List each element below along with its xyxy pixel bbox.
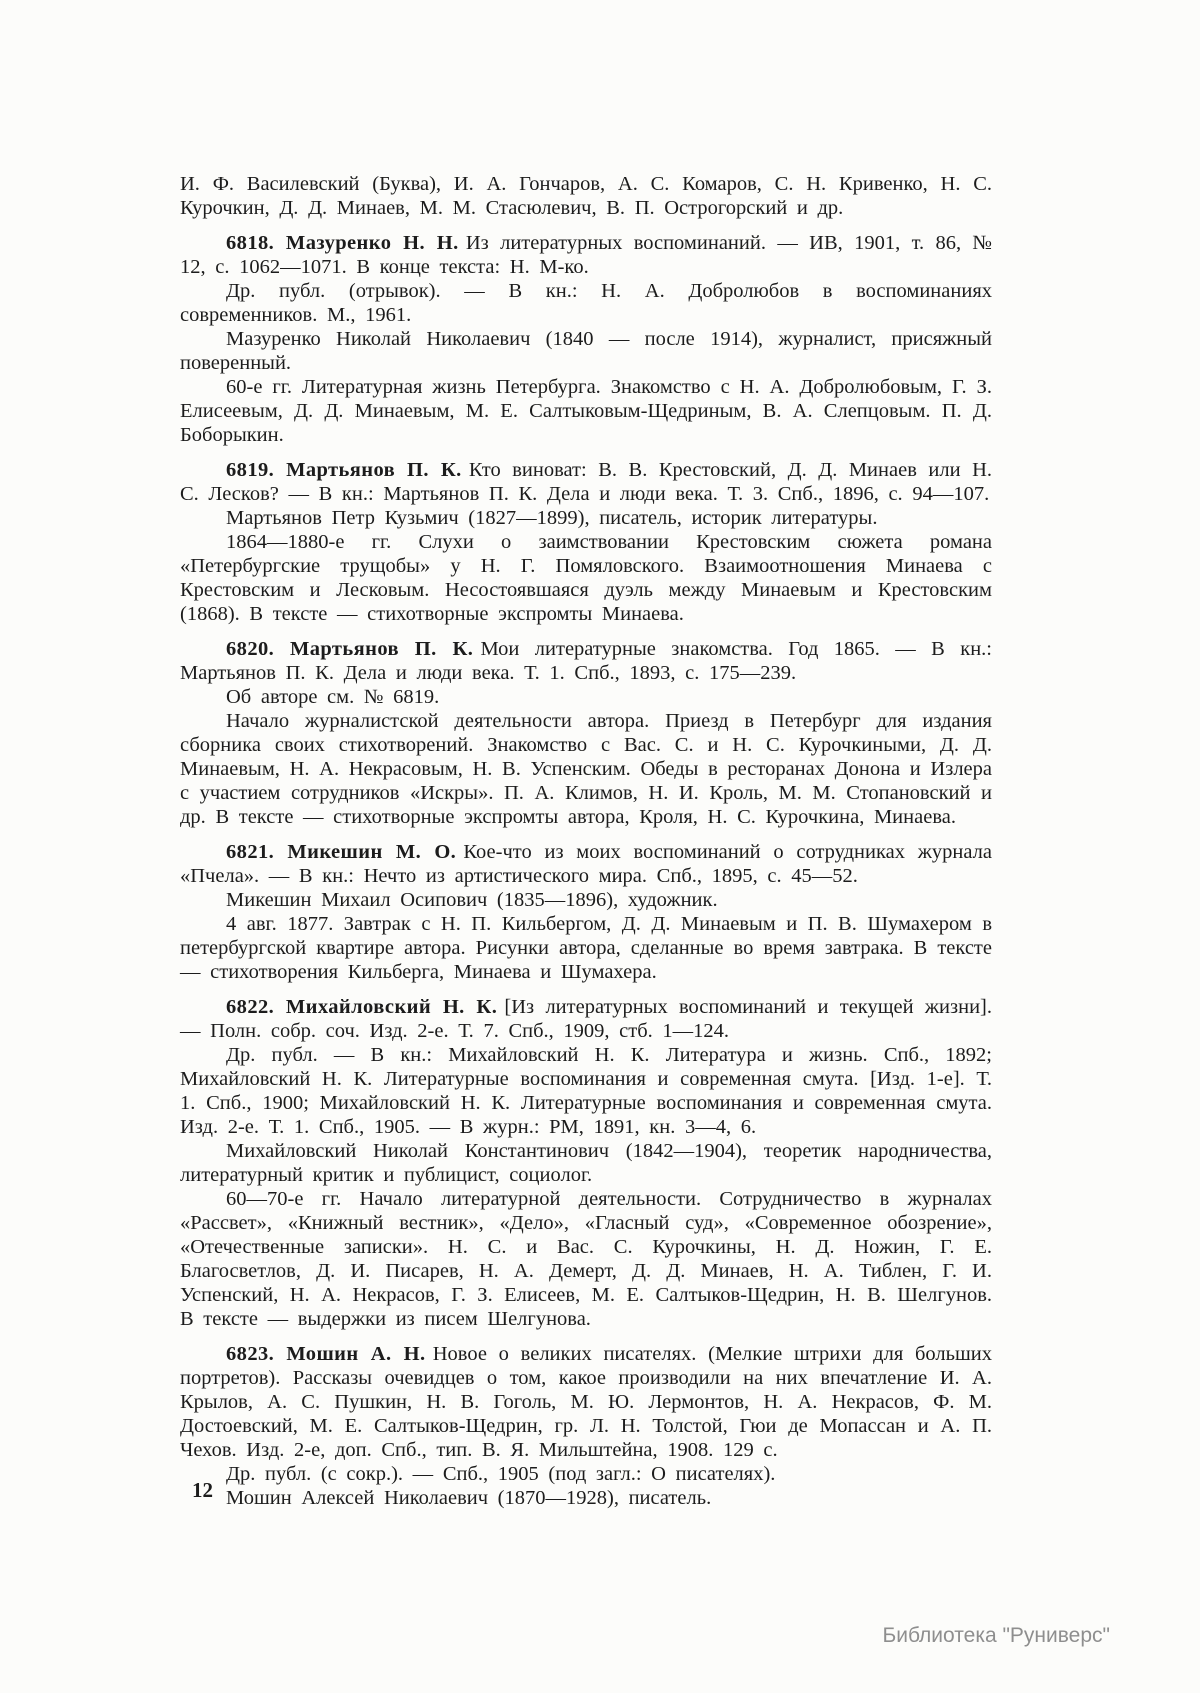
- entry-heading: [180, 637, 992, 685]
- entry-paragraph: 4 авг. 1877. Завтрак с Н. П. Кильбергом, Д. Д. Минаевым и П. В. Шумахером в петербургской квартире автора. Рисунки автора, сделанные во время завтрака. В тексте — стихотворения Кильберга, Минаева и Шумахера.: [180, 913, 992, 983]
- entry-number-author: 6818. Мазуренко Н. Н.: [226, 232, 459, 254]
- entry-title-text: Кто виноват: В. В. Крестовский, Д. Д. Минаев или Н. С. Лесков? — В кн.: Мартьянов П. К. Дела и люди века. Т. 3. Спб., 1896, с. 94—107.: [180, 459, 992, 505]
- entry-heading: [180, 840, 992, 888]
- entry-paragraph: Др. публ. — В кн.: Михайловский Н. К. Литература и жизнь. Спб., 1892; Михайловский Н. К. Литературные воспоминания и современная смута. [Изд. 1-е]. Т. 1. Спб., 1900; Михайловский Н. К. Литературные воспоминания и современная смута. Изд. 2-е. Т. 1. Спб., 1905. — В журн.: РМ, 1891, кн. 3—4, 6.: [180, 1044, 992, 1138]
- entry-number-author: 6822. Михайловский Н. К.: [226, 996, 498, 1018]
- entry-paragraph: Об авторе см. № 6819.: [226, 686, 440, 708]
- entry-number-author: 6821. Микешин М. О.: [226, 841, 457, 863]
- entry-title-text: Кое-что из моих воспоминаний о сотрудниках журнала «Пчела». — В кн.: Нечто из артистического мира. Спб., 1895, с. 45—52.: [180, 841, 992, 887]
- entry-title-text: Из литературных воспоминаний. — ИВ, 1901, т. 86, № 12, с. 1062—1071. В конце текста: Н. М-ко.: [180, 232, 992, 278]
- text-column: [180, 172, 992, 1510]
- bibliography-entry-6818: [180, 231, 992, 447]
- entry-heading: [180, 231, 992, 279]
- entry-title-text: Мои литературные знакомства. Год 1865. — В кн.: Мартьянов П. К. Дела и люди века. Т. 1. Спб., 1893, с. 175—239.: [180, 638, 992, 684]
- entry-paragraph: 1864—1880-е гг. Слухи о заимствовании Крестовским сюжета романа «Петербургские трущобы» у Н. Г. Помяловского. Взаимоотношения Минаева с Крестовским и Лесковым. Несостоявшаяся дуэль между Минаевым и Крестовским (1868). В тексте — стихотворные экспромты Минаева.: [180, 531, 992, 625]
- entry-paragraph: Михайловский Николай Константинович (1842—1904), теоретик народничества, литературный критик и публицист, социолог.: [180, 1140, 992, 1186]
- entry-number-author: 6820. Мартьянов П. К.: [226, 638, 474, 660]
- entry-paragraph: Мазуренко Николай Николаевич (1840 — после 1914), журналист, присяжный поверенный.: [180, 328, 992, 374]
- entry-heading: [180, 995, 992, 1043]
- entry-heading: [180, 458, 992, 506]
- library-watermark: Библиотека "Руниверс": [882, 1624, 1110, 1647]
- entry-paragraph: Микешин Михаил Осипович (1835—1896), художник.: [226, 889, 718, 911]
- entry-number-author: 6819. Мартьянов П. К.: [226, 459, 462, 481]
- bibliography-entry-6820: [180, 637, 992, 829]
- entry-paragraph: Мошин Алексей Николаевич (1870—1928), писатель.: [226, 1487, 712, 1509]
- entry-heading: [180, 1342, 992, 1462]
- continuation-paragraph: И. Ф. Василевский (Буква), И. А. Гончаров, А. С. Комаров, С. Н. Кривенко, Н. С. Курочкин, Д. Д. Минаев, М. М. Стасюлевич, В. П. Острогорский и др.: [180, 173, 992, 219]
- page-number: 12: [192, 1478, 213, 1502]
- entry-title-text: Новое о великих писателях. (Мелкие штрихи для больших портретов). Рассказы очевидцев о том, какое производили на них впечатление И. А. Крылов, А. С. Пушкин, Н. В. Гоголь, М. Ю. Лермонтов, Н. А. Некрасов, Ф. М. Достоевский, М. Е. Салтыков-Щедрин, гр. Л. Н. Толстой, Гюи де Мопассан и А. П. Чехов. Изд. 2-е, доп. Спб., тип. В. Я. Мильштейна, 1908. 129 с.: [180, 1343, 993, 1461]
- bibliography-entry-6822: [180, 995, 992, 1331]
- entry-paragraph: Начало журналистской деятельности автора. Приезд в Петербург для издания сборника своих стихотворений. Знакомство с Вас. С. и Н. С. Курочкиными, Д. Д. Минаевым, Н. А. Некрасовым, Н. В. Успенским. Обеды в ресторанах Донона и Излера с участием сотрудников «Искры». П. А. Климов, Н. И. Кроль, М. М. Стопановский и др. В тексте — стихотворные экспромты автора, Кроля, Н. С. Курочкина, Минаева.: [180, 710, 992, 828]
- entry-paragraph: Мартьянов Петр Кузьмич (1827—1899), писатель, историк литературы.: [226, 507, 878, 529]
- entry-paragraph: 60-е гг. Литературная жизнь Петербурга. Знакомство с Н. А. Добролюбовым, Г. З. Елисеевым, Д. Д. Минаевым, М. Е. Салтыковым-Щедриным, В. А. Слепцовым. П. Д. Боборыкин.: [180, 376, 992, 446]
- entry-paragraph: 60—70-е гг. Начало литературной деятельности. Сотрудничество в журналах «Рассвет», «Книжный вестник», «Дело», «Гласный суд», «Современное обозрение», «Отечественные записки». Н. С. и Вас. С. Курочкины, Н. Д. Ножин, Г. Е. Благосветлов, Д. И. Писарев, Н. А. Демерт, Д. Д. Минаев, Н. А. Тиблен, Г. И. Успенский, Н. А. Некрасов, Г. З. Елисеев, М. Е. Салтыков-Щедрин, Н. В. Шелгунов. В тексте — выдержки из писем Шелгунова.: [180, 1188, 992, 1330]
- bibliography-entry-6819: [180, 458, 992, 626]
- entry-number-author: 6823. Мошин А. Н.: [226, 1343, 426, 1365]
- entry-paragraph: Др. публ. (отрывок). — В кн.: Н. А. Добролюбов в воспоминаниях современников. М., 1961.: [180, 280, 992, 326]
- bibliography-entry-6821: [180, 840, 992, 984]
- entry-paragraph: Др. публ. (с сокр.). — Спб., 1905 (под загл.: О писателях).: [226, 1463, 776, 1485]
- bibliography-entry-6823: [180, 1342, 992, 1510]
- entry-title-text: [Из литературных воспоминаний и текущей жизни]. — Полн. собр. соч. Изд. 2-е. Т. 7. Спб., 1909, стб. 1—124.: [180, 996, 992, 1042]
